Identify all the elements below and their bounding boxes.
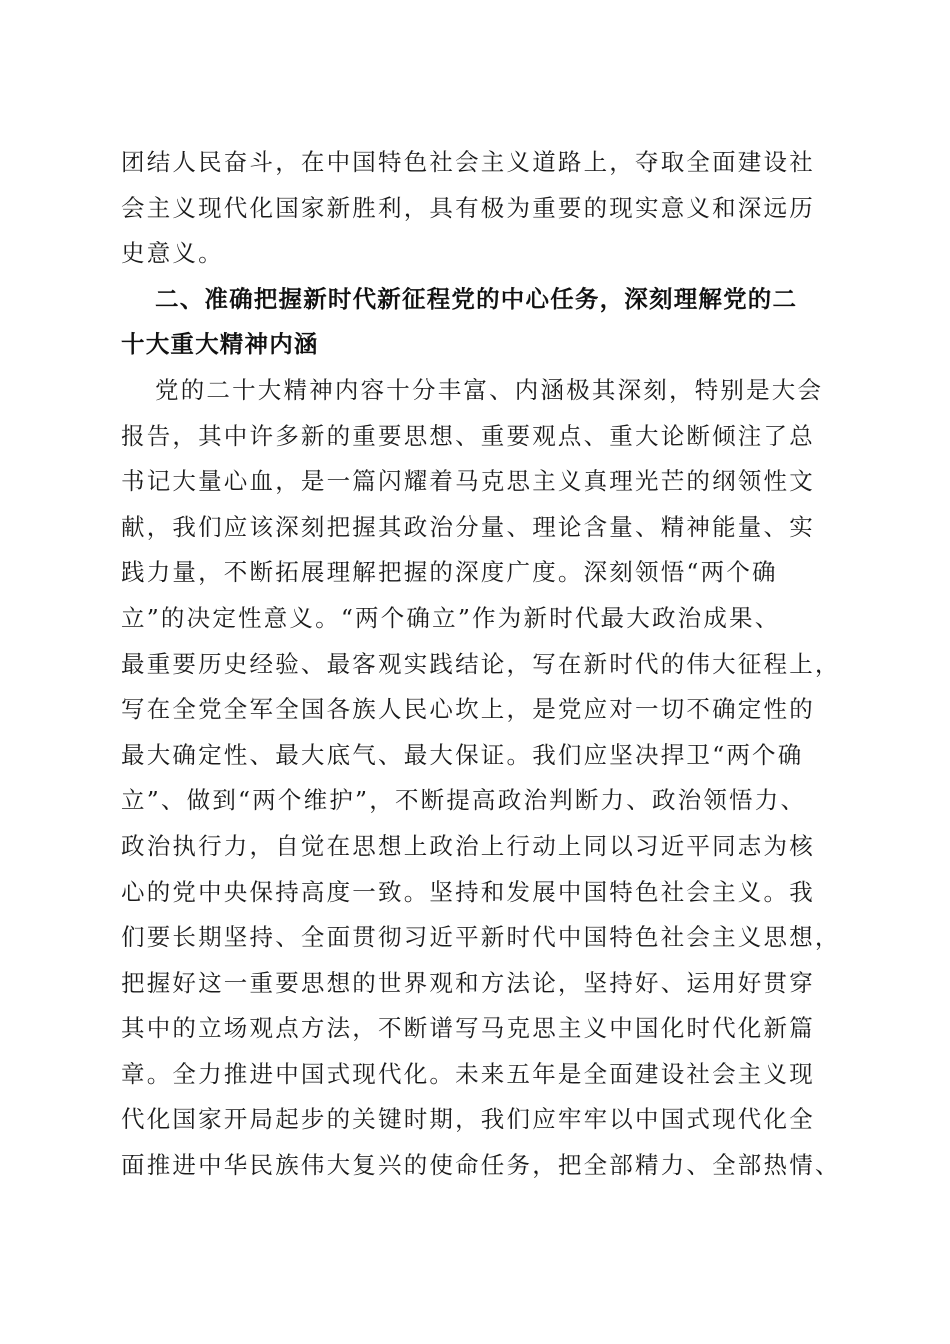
paragraph-line: 立”、做到“两个维护”，不断提高政治判断力、政治领悟力、: [121, 786, 807, 815]
body-paragraph: [121, 368, 846, 1189]
paragraph-line: 报告，其中许多新的重要思想、重要观点、重大论断倾注了总: [121, 421, 815, 450]
paragraph-line: 献，我们应该深刻把握其政治分量、理论含量、精神能量、实: [121, 512, 815, 541]
paragraph-line: 团结人民奋斗，在中国特色社会主义道路上，夺取全面建设社: [121, 148, 815, 176]
intro-paragraph: [121, 140, 846, 277]
paragraph-line: 代化国家开局起步的关键时期，我们应牢牢以中国式现代化全: [121, 1105, 815, 1134]
heading-line: 十大重大精神内涵: [121, 330, 319, 359]
paragraph-line: 最大确定性、最大底气、最大保证。我们应坚决捍卫“两个确: [121, 740, 804, 769]
paragraph-line: 最重要历史经验、最客观实践结论，写在新时代的伟大征程上，: [121, 649, 841, 678]
paragraph-line: 章。全力推进中国式现代化。未来五年是全面建设社会主义现: [121, 1059, 815, 1088]
paragraph-line: 书记大量心血，是一篇闪耀着马克思主义真理光芒的纲领性文: [121, 467, 815, 496]
paragraph-line: 践力量，不断拓展理解把握的深度广度。深刻领悟“两个确: [121, 558, 778, 587]
document-body: [121, 140, 846, 1189]
paragraph-line: 史意义。: [121, 239, 224, 268]
heading-line: 二、准确把握新时代新征程党的中心任务，深刻理解党的二: [155, 284, 798, 313]
paragraph-line: 政治执行力，自觉在思想上政治上行动上同以习近平同志为核: [121, 831, 815, 860]
paragraph-line: 写在全党全军全国各族人民心坎上，是党应对一切不确定性的: [121, 695, 815, 724]
paragraph-line: 把握好这一重要思想的世界观和方法论，坚持好、运用好贯穿: [121, 968, 815, 997]
section-heading: [121, 277, 846, 368]
paragraph-line: 心的党中央保持高度一致。坚持和发展中国特色社会主义。我: [121, 877, 815, 906]
paragraph-line: 面推进中华民族伟大复兴的使命任务，把全部精力、全部热情、: [121, 1151, 841, 1180]
paragraph-line: 会主义现代化国家新胜利，具有极为重要的现实意义和深远历: [121, 193, 815, 222]
paragraph-line: 立”的决定性意义。“两个确立”作为新时代最大政治成果、: [121, 603, 781, 632]
paragraph-line: 们要长期坚持、全面贯彻习近平新时代中国特色社会主义思想，: [121, 923, 841, 952]
paragraph-line: 其中的立场观点方法，不断谱写马克思主义中国化时代化新篇: [121, 1014, 815, 1043]
paragraph-line: 党的二十大精神内容十分丰富、内涵极其深刻，特别是大会: [155, 375, 824, 404]
